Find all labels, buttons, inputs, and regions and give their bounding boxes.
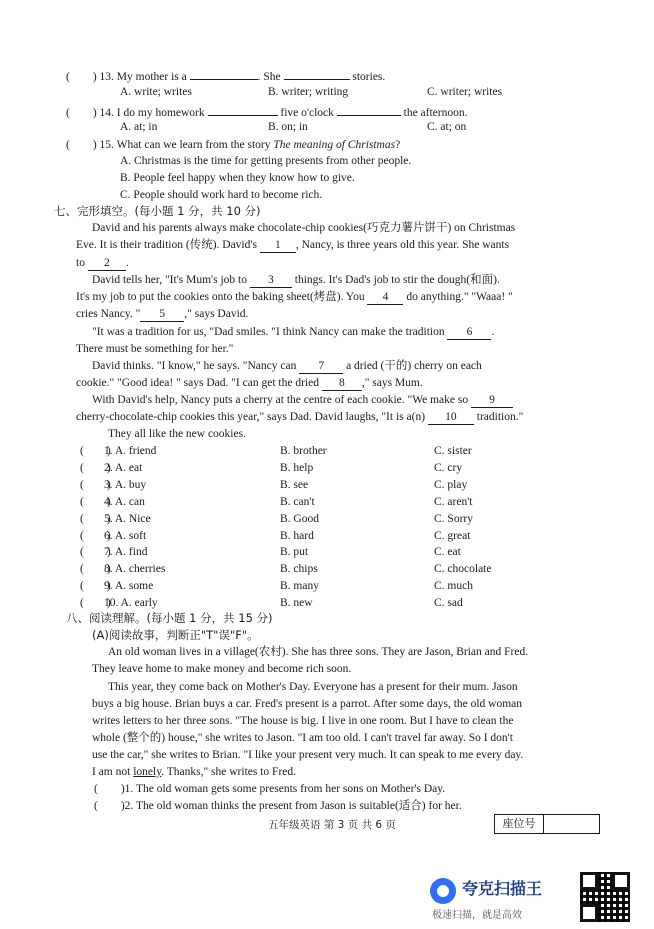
option-a: 6. A. soft [104, 530, 147, 542]
option-c: C. much [434, 580, 473, 592]
answer-paren: ( ) [80, 546, 111, 558]
blank-10: 10 [428, 411, 474, 425]
option-b: B. writer; writing [268, 86, 349, 98]
option-b: B. put [280, 546, 309, 558]
blank-5: 5 [140, 308, 184, 322]
qr-code-icon [580, 872, 630, 922]
watermark-title: 夸克扫描王 [462, 879, 543, 898]
option-a: 3. A. buy [104, 479, 147, 491]
passage-line: buys a big house. Brian buys a car. Fred's present is a parrot. After some days, the old woman [92, 698, 523, 710]
passage-line: cries Nancy. " 5 ," says David. [76, 308, 249, 320]
answer-paren: ( ) [80, 445, 111, 457]
question-15: ( ) 15. What can we learn from the story The meaning of Christmas? [66, 139, 401, 151]
blank-9: 9 [471, 394, 513, 408]
blank [337, 104, 401, 116]
option-b: B. People feel happy when they know how to give. [120, 172, 355, 184]
answer-paren: ( ) [80, 530, 111, 542]
blank-8: 8 [322, 377, 362, 391]
passage-line: David thinks. "I know," he says. "Nancy can 7 a dried (干的) cherry on each [92, 360, 482, 372]
blank-7: 7 [299, 360, 343, 374]
section-8-title: 八、阅读理解。(每小题 1 分，共 15 分) [66, 611, 273, 625]
passage-line: writes letters to her three sons. "The house is big. I live in one room. But I have to clean the [92, 715, 514, 727]
answer-paren: ( ) [80, 479, 111, 491]
passage-line: Eve. It is their tradition (传统). David's 1 , Nancy, is three years old this year. She wants [76, 239, 510, 251]
scanner-logo-icon [430, 878, 456, 904]
passage-line: They all like the new cookies. [108, 428, 246, 440]
answer-paren: ( ) [80, 580, 111, 592]
blank-4: 4 [367, 291, 403, 305]
option-a: 4. A. can [104, 496, 145, 508]
option-b: B. can't [280, 496, 315, 508]
option-c: C. writer; writes [427, 86, 503, 98]
option-c: C. Sorry [434, 513, 473, 525]
blank-2: 2 [88, 257, 126, 271]
answer-paren: ( ) [80, 496, 111, 508]
blank-3: 3 [250, 274, 292, 288]
option-b: B. brother [280, 445, 327, 457]
option-c: C. aren't [434, 496, 473, 508]
passage-line: to 2 . [76, 257, 129, 269]
option-b: B. many [280, 580, 319, 592]
tf-question-1: ( )1. The old woman gets some presents from her sons on Mother's Day. [94, 783, 446, 795]
blank [208, 104, 278, 116]
option-a: 8. A. cherries [104, 563, 166, 575]
option-a: 9. A. some [104, 580, 154, 592]
passage-line: I am not lonely. Thanks," she writes to Fred. [92, 766, 297, 778]
option-b: B. help [280, 462, 314, 474]
option-a: 5. A. Nice [104, 513, 151, 525]
option-b: B. chips [280, 563, 318, 575]
option-a: 10. A. early [104, 597, 158, 609]
passage-line: There must be something for her." [76, 343, 234, 355]
blank-6: 6 [447, 326, 491, 340]
page-number: 五年级英语 第 3 页 共 6 页 [268, 819, 396, 831]
seat-number-box [494, 814, 600, 834]
option-c: C. eat [434, 546, 461, 558]
passage-line: use the car," she writes to Brian. "I like your present very much. It can speak to me every day. [92, 749, 524, 761]
blank [284, 68, 350, 80]
option-b: B. Good [280, 513, 319, 525]
section-8-subtitle: (A)阅读故事，判断正"T"误"F"。 [92, 628, 259, 642]
blank [190, 68, 258, 80]
answer-paren: ( ) [80, 597, 111, 609]
passage-line: cherry-chocolate-chip cookies this year," says Dad. David laughs, "It is a(n) 10 tradition." [76, 411, 524, 423]
seat-label: 座位号 [495, 815, 544, 833]
passage-line: "It was a tradition for us, "Dad smiles. "I think Nancy can make the tradition 6 . [92, 326, 495, 338]
option-a: 7. A. find [104, 546, 148, 558]
passage-line: An old woman lives in a village(农村). She has three sons. They are Jason, Brian and Fred. [108, 646, 529, 658]
passage-line: David and his parents always make chocolate-chip cookies(巧克力薯片饼干) on Christmas [92, 222, 516, 234]
passage-line: With David's help, Nancy puts a cherry at the centre of each cookie. "We make so 9 [92, 393, 513, 408]
answer-paren: ( ) [80, 513, 111, 525]
option-c: C. at; on [427, 121, 467, 133]
underlined-word: lonely [133, 766, 162, 778]
passage-line: It's my job to put the cookies onto the baking sheet(烤盘). You 4 do anything." "Waaa! " [76, 291, 513, 303]
option-b: B. new [280, 597, 313, 609]
option-b: B. on; in [268, 121, 308, 133]
passage-line: whole (整个的) house," she writes to Jason. "I am too old. I can't travel far away. So I don't [92, 732, 513, 744]
option-c: C. chocolate [434, 563, 492, 575]
option-c: C. sad [434, 597, 463, 609]
watermark-subtitle: 极速扫描，就是高效 [432, 910, 522, 921]
blank-1: 1 [260, 239, 296, 253]
passage-line: They leave home to make money and become rich soon. [92, 663, 352, 675]
option-a: A. write; writes [120, 86, 192, 98]
scanner-watermark [430, 872, 645, 924]
option-a: A. Christmas is the time for getting presents from other people. [120, 155, 412, 167]
option-b: B. see [280, 479, 309, 491]
option-b: B. hard [280, 530, 314, 542]
option-a: A. at; in [120, 121, 158, 133]
option-c: C. great [434, 530, 471, 542]
passage-line: This year, they come back on Mother's Day. Everyone has a present for their mum. Jason [108, 681, 518, 693]
option-c: C. cry [434, 462, 463, 474]
passage-line: cookie." "Good idea! " says Dad. "I can get the dried 8 ," says Mum. [76, 377, 423, 389]
passage-line: David tells her, "It's Mum's job to 3 things. It's Dad's job to stir the dough(和面). [92, 274, 500, 286]
option-c: C. play [434, 479, 468, 491]
answer-paren: ( ) [80, 462, 111, 474]
option-a: 1. A. friend [104, 445, 157, 457]
question-14: ( ) 14. I do my homework five o'clock the afternoon. [66, 104, 468, 121]
option-c: C. sister [434, 445, 472, 457]
option-c: C. People should work hard to become rich. [120, 189, 323, 201]
section-7-title: 七、完形填空。(每小题 1 分，共 10 分) [54, 204, 261, 218]
tf-question-2: ( )2. The old woman thinks the present from Jason is suitable(适合) for her. [94, 800, 462, 812]
question-13: ( ) 13. My mother is a . She stories. [66, 68, 385, 85]
option-a: 2. A. eat [104, 462, 143, 474]
answer-paren: ( ) [80, 563, 111, 575]
